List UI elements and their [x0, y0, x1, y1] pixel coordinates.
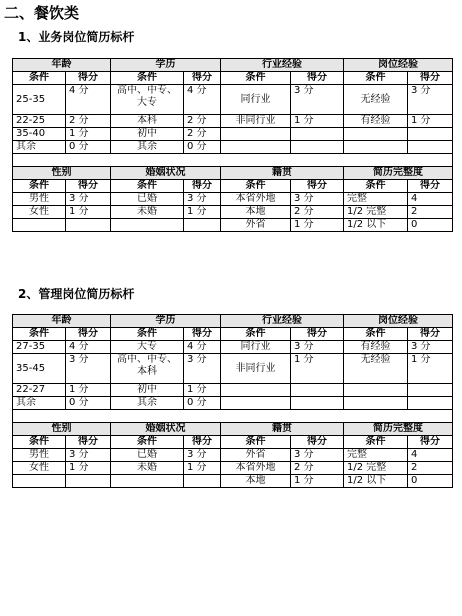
table-cell	[66, 219, 111, 232]
table-cell	[291, 397, 344, 410]
table-cell: 1 分	[291, 115, 344, 128]
table-cell: 1 分	[291, 354, 344, 384]
subheader-score: 得分	[66, 328, 111, 341]
table-cell	[184, 219, 221, 232]
table-cell: 27-35	[13, 341, 66, 354]
table-cell: 本地	[221, 206, 291, 219]
col-header-industry-experience: 行业经验	[221, 59, 344, 72]
table-cell: 3 分	[408, 341, 453, 354]
subheader-score: 得分	[408, 72, 453, 85]
table-cell: 1 分	[184, 206, 221, 219]
header-row	[13, 315, 453, 328]
table-cell: 1/2 完整	[344, 206, 408, 219]
subheader-score: 得分	[291, 180, 344, 193]
table-cell	[344, 384, 408, 397]
table-row	[13, 141, 453, 154]
table-cell: 初中	[111, 128, 184, 141]
table-cell: 1 分	[66, 128, 111, 141]
subheader-condition: 条件	[13, 72, 66, 85]
col-header-age: 年龄	[13, 59, 111, 72]
subheader-score: 得分	[184, 436, 221, 449]
table-cell	[221, 128, 291, 141]
section2-heading: 2、管理岗位简历标杆	[18, 287, 135, 301]
table-cell: 3 分	[291, 449, 344, 462]
table-cell: 本省外地	[221, 193, 291, 206]
table-cell: 1 分	[184, 384, 221, 397]
spacer-cell	[13, 154, 453, 167]
col-header-education: 学历	[111, 59, 221, 72]
table-cell: 3 分	[291, 85, 344, 115]
table-cell: 4	[408, 449, 453, 462]
col-header-education: 学历	[111, 315, 221, 328]
table-cell	[291, 384, 344, 397]
table-row	[13, 397, 453, 410]
table-cell	[408, 141, 453, 154]
table-cell: 1 分	[66, 462, 111, 475]
subheader-score: 得分	[184, 328, 221, 341]
table-cell: 其余	[111, 397, 184, 410]
col-header-resume-completeness: 简历完整度	[344, 167, 453, 180]
table-cell	[408, 384, 453, 397]
spacer-row	[13, 410, 453, 423]
page-title: 二、餐饮类	[4, 4, 80, 22]
section1-table	[12, 58, 453, 232]
table-cell: 22-25	[13, 115, 66, 128]
table-row	[13, 85, 453, 115]
table-cell: 本省外地	[221, 462, 291, 475]
table-cell: 3 分	[66, 354, 111, 384]
section2-table	[12, 314, 453, 488]
table-cell: 0 分	[184, 397, 221, 410]
table-cell: 0 分	[184, 141, 221, 154]
table-row	[13, 384, 453, 397]
table-cell	[184, 475, 221, 488]
table-cell: 本科	[111, 115, 184, 128]
table-cell: 1 分	[291, 219, 344, 232]
table-cell	[344, 397, 408, 410]
table-cell	[408, 397, 453, 410]
table-cell: 3 分	[184, 449, 221, 462]
table-cell: 完整	[344, 193, 408, 206]
col-header-industry-experience: 行业经验	[221, 315, 344, 328]
table-cell: 未婚	[111, 206, 184, 219]
table-cell	[221, 141, 291, 154]
table-cell: 有经验	[344, 115, 408, 128]
table-cell	[13, 475, 66, 488]
subheader-score: 得分	[291, 436, 344, 449]
table-cell	[221, 397, 291, 410]
col-header-native-place: 籍贯	[221, 423, 344, 436]
table-cell: 35-45	[13, 354, 66, 384]
table-cell: 未婚	[111, 462, 184, 475]
table-cell: 1 分	[66, 206, 111, 219]
table-cell: 其余	[111, 141, 184, 154]
subheader-condition: 条件	[221, 180, 291, 193]
subheader-condition: 条件	[344, 180, 408, 193]
table-cell: 3 分	[408, 85, 453, 115]
subheader-score: 得分	[66, 436, 111, 449]
col-header-marital-status: 婚姻状况	[111, 167, 221, 180]
subheader-score: 得分	[408, 180, 453, 193]
subheader-score: 得分	[408, 436, 453, 449]
table-cell	[221, 384, 291, 397]
table-cell	[66, 475, 111, 488]
table-cell: 非同行业	[221, 354, 291, 384]
table-cell: 完整	[344, 449, 408, 462]
table-cell: 3 分	[184, 354, 221, 384]
table-cell: 无经验	[344, 354, 408, 384]
table-cell: 2 分	[291, 462, 344, 475]
table-cell: 同行业	[221, 341, 291, 354]
table-cell: 同行业	[221, 85, 291, 115]
table-row	[13, 462, 453, 475]
table-cell: 男性	[13, 193, 66, 206]
table-cell: 初中	[111, 384, 184, 397]
spacer-cell	[13, 410, 453, 423]
subheader-condition: 条件	[344, 72, 408, 85]
table-cell: 2 分	[66, 115, 111, 128]
table-cell: 1 分	[184, 462, 221, 475]
table-cell: 2 分	[184, 115, 221, 128]
subheader-score: 得分	[291, 72, 344, 85]
table-cell: 其余	[13, 397, 66, 410]
section1-heading: 1、业务岗位简历标杆	[18, 30, 135, 44]
table-row	[13, 341, 453, 354]
table-cell	[13, 219, 66, 232]
subheader-score: 得分	[184, 180, 221, 193]
col-header-resume-completeness: 简历完整度	[344, 423, 453, 436]
subheader-condition: 条件	[221, 72, 291, 85]
table-cell: 3 分	[291, 341, 344, 354]
table-cell: 2	[408, 462, 453, 475]
table-cell: 22-27	[13, 384, 66, 397]
table-row	[13, 219, 453, 232]
table-row	[13, 354, 453, 384]
table-cell: 0 分	[66, 397, 111, 410]
subheader-condition: 条件	[344, 436, 408, 449]
subheader-row	[13, 180, 453, 193]
col-header-age: 年龄	[13, 315, 111, 328]
table-cell: 其余	[13, 141, 66, 154]
col-header-position-experience: 岗位经验	[344, 59, 453, 72]
col-header-gender: 性别	[13, 423, 111, 436]
subheader-condition: 条件	[13, 180, 66, 193]
table-cell	[344, 141, 408, 154]
table-cell: 4	[408, 193, 453, 206]
table-cell: 0	[408, 475, 453, 488]
col-header-native-place: 籍贯	[221, 167, 344, 180]
table-cell: 1/2 完整	[344, 462, 408, 475]
table-cell: 1 分	[66, 384, 111, 397]
table-cell: 外省	[221, 219, 291, 232]
table-row	[13, 475, 453, 488]
subheader-score: 得分	[66, 72, 111, 85]
table-cell: 男性	[13, 449, 66, 462]
col-header-position-experience: 岗位经验	[344, 315, 453, 328]
subheader-condition: 条件	[221, 436, 291, 449]
subheader-condition: 条件	[344, 328, 408, 341]
subheader-score: 得分	[66, 180, 111, 193]
table-cell: 2	[408, 206, 453, 219]
subheader-condition: 条件	[111, 180, 184, 193]
table-cell: 2 分	[184, 128, 221, 141]
table-cell	[291, 141, 344, 154]
table-cell: 1 分	[408, 354, 453, 384]
subheader-score: 得分	[184, 72, 221, 85]
table-cell: 无经验	[344, 85, 408, 115]
table-cell	[408, 128, 453, 141]
table-cell: 4 分	[66, 341, 111, 354]
table-cell: 高中、中专、大专	[111, 85, 184, 115]
table-cell: 1/2 以下	[344, 475, 408, 488]
table-cell	[111, 219, 184, 232]
table-row	[13, 206, 453, 219]
subheader-score: 得分	[291, 328, 344, 341]
table-cell: 3 分	[66, 193, 111, 206]
table-cell: 本地	[221, 475, 291, 488]
table-cell: 2 分	[291, 206, 344, 219]
table-cell: 女性	[13, 462, 66, 475]
table-row	[13, 193, 453, 206]
table-cell: 25-35	[13, 85, 66, 115]
table-cell: 外省	[221, 449, 291, 462]
table-row	[13, 115, 453, 128]
table-row	[13, 128, 453, 141]
table-cell: 大专	[111, 341, 184, 354]
col-header-marital-status: 婚姻状况	[111, 423, 221, 436]
table-cell: 4 分	[184, 85, 221, 115]
subheader-row	[13, 436, 453, 449]
table-cell: 4 分	[66, 85, 111, 115]
subheader-condition: 条件	[111, 72, 184, 85]
table-cell: 0 分	[66, 141, 111, 154]
subheader-condition: 条件	[111, 436, 184, 449]
header-row	[13, 423, 453, 436]
table-cell: 有经验	[344, 341, 408, 354]
table-cell: 已婚	[111, 449, 184, 462]
header-row	[13, 59, 453, 72]
table-cell: 3 分	[291, 193, 344, 206]
table-cell: 35-40	[13, 128, 66, 141]
table-cell: 非同行业	[221, 115, 291, 128]
table-cell: 0	[408, 219, 453, 232]
table-cell	[344, 128, 408, 141]
table-cell: 1 分	[408, 115, 453, 128]
table-row	[13, 449, 453, 462]
subheader-condition: 条件	[13, 328, 66, 341]
table-cell	[291, 128, 344, 141]
table-cell: 高中、中专、本科	[111, 354, 184, 384]
table-cell: 3 分	[66, 449, 111, 462]
table-cell: 3 分	[184, 193, 221, 206]
subheader-condition: 条件	[221, 328, 291, 341]
table-cell: 1 分	[291, 475, 344, 488]
table-cell	[111, 475, 184, 488]
subheader-score: 得分	[408, 328, 453, 341]
subheader-condition: 条件	[111, 328, 184, 341]
col-header-gender: 性别	[13, 167, 111, 180]
table-cell: 已婚	[111, 193, 184, 206]
subheader-condition: 条件	[13, 436, 66, 449]
spacer-row	[13, 154, 453, 167]
table-cell: 4 分	[184, 341, 221, 354]
subheader-row	[13, 72, 453, 85]
table-cell: 女性	[13, 206, 66, 219]
table-cell: 1/2 以下	[344, 219, 408, 232]
header-row	[13, 167, 453, 180]
subheader-row	[13, 328, 453, 341]
